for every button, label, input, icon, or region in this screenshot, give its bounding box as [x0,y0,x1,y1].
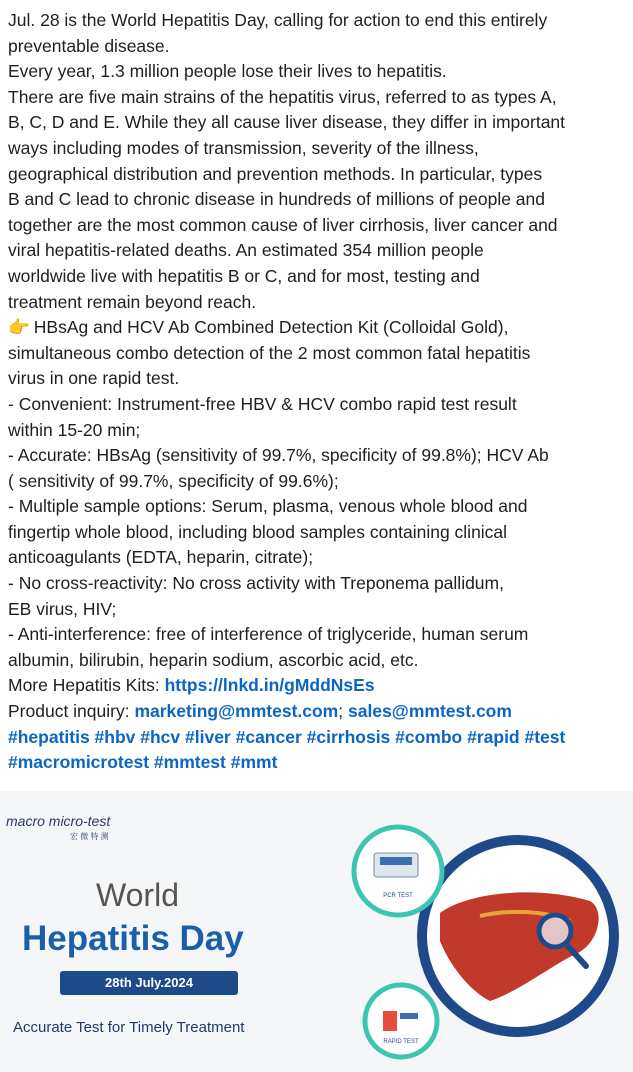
rapid-test-circle [365,985,437,1057]
pointing-hand-icon: 👉 [8,317,30,338]
post-line: viral hepatitis-related deaths. An estimated 354 million people [8,240,484,261]
banner-date-badge: 28th July.2024 [60,971,238,995]
post-line: within 15-20 min; [8,419,141,440]
product-title: HBsAg and HCV Ab Combined Detection Kit (Colloidal Gold), [33,317,509,338]
rapid-test-tube-icon [383,1011,397,1031]
post-text [8,8,628,776]
pcr-test-label: PCR TEST [383,893,413,899]
post-line: EB virus, HIV; [8,598,117,619]
post-line: together are the most common cause of liver cirrhosis, liver cancer and [8,214,558,235]
post-line: There are five main strains of the hepatitis virus, referred to as types A, [8,86,557,107]
post-line: worldwide live with hepatitis B or C, and for most, testing and [8,265,480,286]
rapid-test-label: RAPID TEST [383,1039,419,1045]
post-line: treatment remain beyond reach. [8,291,257,312]
post-line: simultaneous combo detection of the 2 most common fatal hepatitis [8,342,531,363]
banner-hepatitis-day-text: Hepatitis Day [22,919,244,958]
post-line: ways including modes of transmission, severity of the illness, [8,137,479,158]
post-line: B and C lead to chronic disease in hundreds of millions of people and [8,189,546,210]
post-line: - Anti-interference: free of interference of triglyceride, human serum [8,624,529,645]
post-line: - No cross-reactivity: No cross activity with Treponema pallidum, [8,573,504,594]
post-line: albumin, bilirubin, heparin sodium, ascorbic acid, etc. [8,649,419,670]
post-line: Jul. 28 is the World Hepatitis Day, calling for action to end this entirely [8,10,548,30]
sales-email-link[interactable]: sales@mmtest.com [347,701,512,722]
post-line: preventable disease. [8,35,170,56]
inquiry-separator: ; [338,701,348,722]
banner-world-text: World [96,877,179,913]
post-line: virus in one rapid test. [8,368,180,389]
post-line: Every year, 1.3 million people lose their lives to hepatitis. [8,61,447,82]
post-line: ( sensitivity of 99.7%, specificity of 99.6%); [8,470,339,491]
post-line: B, C, D and E. While they all cause liver disease, they differ in important [8,112,566,133]
post-line: anticoagulants (EDTA, heparin, citrate); [8,547,314,568]
inquiry-label: Product inquiry: [8,701,135,722]
rapid-test-cassette-icon [400,1013,418,1019]
marketing-email-link[interactable]: marketing@mmtest.com [134,701,339,722]
banner-tagline: Accurate Test for Timely Treatment [13,1019,245,1036]
banner-illustration [0,791,633,1072]
post-line: geographical distribution and prevention methods. In particular, types [8,163,543,184]
inquiry-line [8,699,628,725]
hepatitis-day-banner[interactable] [0,791,633,1072]
product-line [8,315,628,341]
post-line: - Convenient: Instrument-free HBV & HCV combo rapid test result [8,393,517,414]
post-line: fingertip whole blood, including blood samples containing clinical [8,521,508,542]
more-kits-label: More Hepatitis Kits: [8,675,165,696]
company-logo-subtitle: 宏 微 特 测 [70,832,109,841]
hashtags-line-1[interactable]: #hepatitis #hbv #hcv #liver #cancer #cirrhosis #combo #rapid #test [8,726,566,747]
post-line: - Accurate: HBsAg (sensitivity of 99.7%, specificity of 99.8%); HCV Ab [8,445,549,466]
hashtags-line-2[interactable]: #macromicrotest #mmtest #mmt [8,752,278,773]
post-line: - Multiple sample options: Serum, plasma, venous whole blood and [8,496,528,517]
more-kits-link[interactable]: https://lnkd.in/gMddNsEs [164,675,375,696]
more-kits-line [8,673,628,699]
company-logo: macro micro-test [6,813,111,829]
